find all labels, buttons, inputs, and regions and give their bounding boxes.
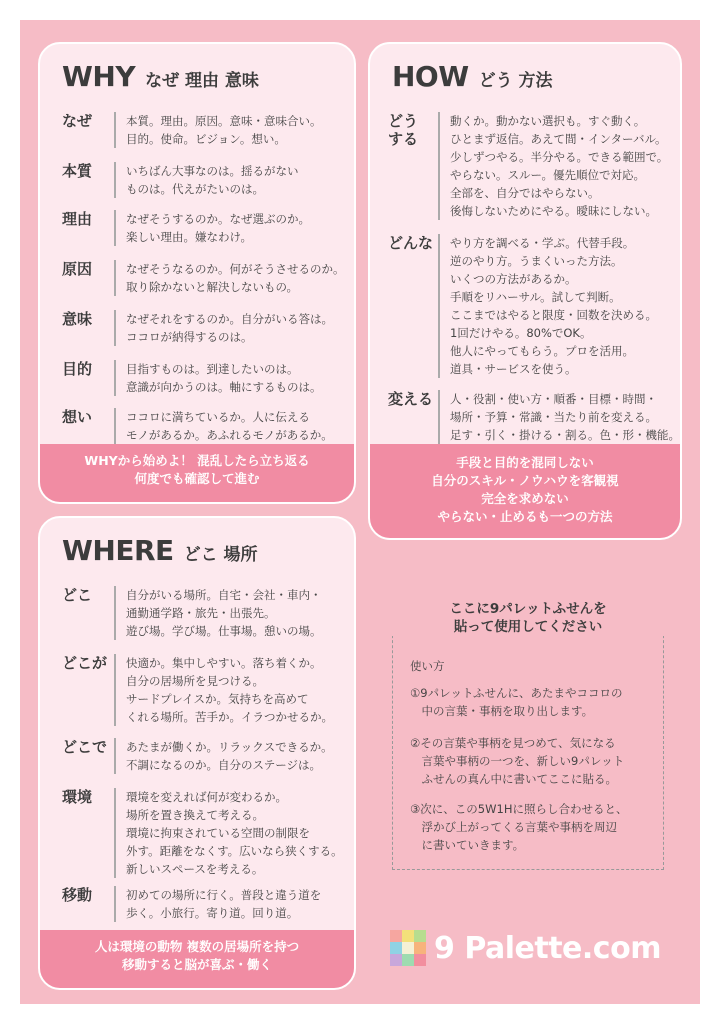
- palette-grid-icon: [390, 930, 426, 966]
- row-key: どこ: [62, 586, 93, 604]
- why-row: [62, 112, 322, 148]
- why-title-en: WHY: [62, 60, 136, 93]
- how-row: [388, 234, 657, 378]
- palette-cell: [390, 930, 402, 942]
- why-row: [62, 210, 310, 246]
- why-title: [62, 60, 259, 93]
- row-text: 自分がいる場所。自宅・会社・車内・ 通勤通学路・旅先・出張先。 遊び場。学び場。仕事場。憩いの場。: [114, 586, 322, 640]
- row-key: 移動: [62, 886, 93, 904]
- row-key: 意味: [62, 310, 93, 328]
- row-text: 動くか。動かない選択も。すぐ動く。 ひとまず返信。あえて間・インターバル。 少しずつやる。半分やる。できる範囲で。 やらない。スルー。優先順位で対応。 全部を、自分ではやらない。 後悔しないためにやる。曖昧にしない。: [438, 112, 668, 220]
- where-title-en: WHERE: [62, 534, 174, 567]
- how-row: [388, 390, 680, 444]
- row-text: 目指すものは。到達したいのは。 意識が向かうのは。軸にするものは。: [114, 360, 322, 396]
- where-card: [38, 516, 356, 990]
- why-row: [62, 162, 299, 198]
- why-row: [62, 310, 333, 346]
- how-title: [392, 60, 553, 93]
- row-key: 理由: [62, 210, 93, 228]
- usage-step: ②その言葉や事柄を見つめて、気になる 言葉や事柄の一つを、新しい9パレット ふせんの真ん中に書いてここに貼る。: [410, 736, 625, 786]
- brand-logo: [390, 930, 661, 966]
- row-key: どこが: [62, 654, 108, 672]
- how-row: [388, 112, 668, 220]
- row-text: 人・役割・使い方・順番・目標・時間・ 場所・予算・常識・当たり前を変える。 足す・引く・掛ける・割る。色・形・機能。: [438, 390, 680, 444]
- why-row: [62, 408, 333, 444]
- how-card: [368, 42, 682, 540]
- why-title-jp: なぜ 理由 意味: [145, 71, 259, 91]
- palette-cell: [414, 954, 426, 966]
- row-text: 環境を変えれば何が変わるか。 場所を置き換えて考える。 環境に拘束されている空間の制限を 外す。距離をなくす。広いなら狭くする。 新しいスペースを考える。: [114, 788, 343, 878]
- row-text: なぜそうするのか。なぜ選ぶのか。 楽しい理由。嫌なわけ。: [114, 210, 310, 246]
- where-footer: 人は環境の動物 複数の居場所を持つ 移動すると脳が喜ぶ・働く: [40, 930, 354, 988]
- row-key: なぜ: [62, 112, 93, 130]
- palette-cell: [390, 954, 402, 966]
- how-title-jp: どう 方法: [478, 71, 553, 91]
- where-row: [62, 586, 322, 640]
- why-card: [38, 42, 356, 504]
- row-key: 環境: [62, 788, 93, 806]
- row-key: どこで: [62, 738, 108, 756]
- row-text: なぜそれをするのか。自分がいる答は。 ココロが納得するのは。: [114, 310, 333, 346]
- row-key: 想い: [62, 408, 93, 426]
- palette-cell: [390, 942, 402, 954]
- sticky-note-title: ここに9パレットふせんを 貼って使用してください: [392, 600, 664, 636]
- where-row: [62, 738, 333, 774]
- palette-cell: [402, 930, 414, 942]
- why-row: [62, 360, 322, 396]
- row-key: 原因: [62, 260, 93, 278]
- usage-step: ③次に、この5W1Hに照らし合わせると、 浮かび上がってくる言葉や事柄を周辺 に書いていきます。: [410, 802, 628, 852]
- usage-step: ①9パレットふせんに、あたまやココロの 中の言葉・事柄を取り出します。: [410, 686, 623, 718]
- where-title-jp: どこ 場所: [183, 545, 258, 565]
- where-row: [62, 788, 343, 878]
- palette-cell: [402, 954, 414, 966]
- why-row: [62, 260, 345, 296]
- row-text: 本質。理由。原因。意味・意味合い。 目的。使命。ビジョン。想い。: [114, 112, 322, 148]
- row-key: どう する: [388, 112, 419, 148]
- how-title-en: HOW: [392, 60, 469, 93]
- palette-cell: [414, 930, 426, 942]
- where-row: [62, 654, 333, 726]
- row-key: 目的: [62, 360, 93, 378]
- row-key: 変える: [388, 390, 434, 408]
- row-text: 初めての場所に行く。普段と違う道を 歩く。小旅行。寄り道。回り道。: [114, 886, 321, 922]
- palette-cell: [414, 942, 426, 954]
- how-footer: 手段と目的を混同しない 自分のスキル・ノウハウを客観視 完全を求めない やらない・止めるも一つの方法: [370, 444, 680, 538]
- why-footer: WHYから始めよ！ 混乱したら立ち返る 何度でも確認して進む: [40, 444, 354, 502]
- row-key: 本質: [62, 162, 93, 180]
- row-text: あたまが働くか。リラックスできるか。 不調になるのか。自分のステージは。: [114, 738, 333, 774]
- palette-cell: [402, 942, 414, 954]
- logo-text: 9 Palette.com: [434, 930, 661, 966]
- where-row: [62, 886, 321, 922]
- row-text: ココロに満ちているか。人に伝える モノがあるか。あふれるモノがあるか。: [114, 408, 333, 444]
- row-text: やり方を調べる・学ぶ。代替手段。 逆のやり方。うまくいった方法。 いくつの方法があるか。 手順をリハーサル。試して判断。 ここまではやると限度・回数を決める。 1回だけやる。80%でOK。 他人にやってもらう。プロを活用。 道具・サービスを使う。: [438, 234, 657, 378]
- usage-label: 使い方: [410, 659, 445, 673]
- row-text: なぜそうなるのか。何がそうさせるのか。 取り除かないと解決しないもの。: [114, 260, 345, 296]
- row-key: どんな: [388, 234, 434, 252]
- row-text: 快適か。集中しやすい。落ち着くか。 自分の居場所を見つける。 サードプレイスか。気持ちを高めて くれる場所。苦手か。イラつかせるか。: [114, 654, 333, 726]
- row-text: いちばん大事なのは。揺るがない ものは。代えがたいのは。: [114, 162, 299, 198]
- where-title: [62, 534, 258, 567]
